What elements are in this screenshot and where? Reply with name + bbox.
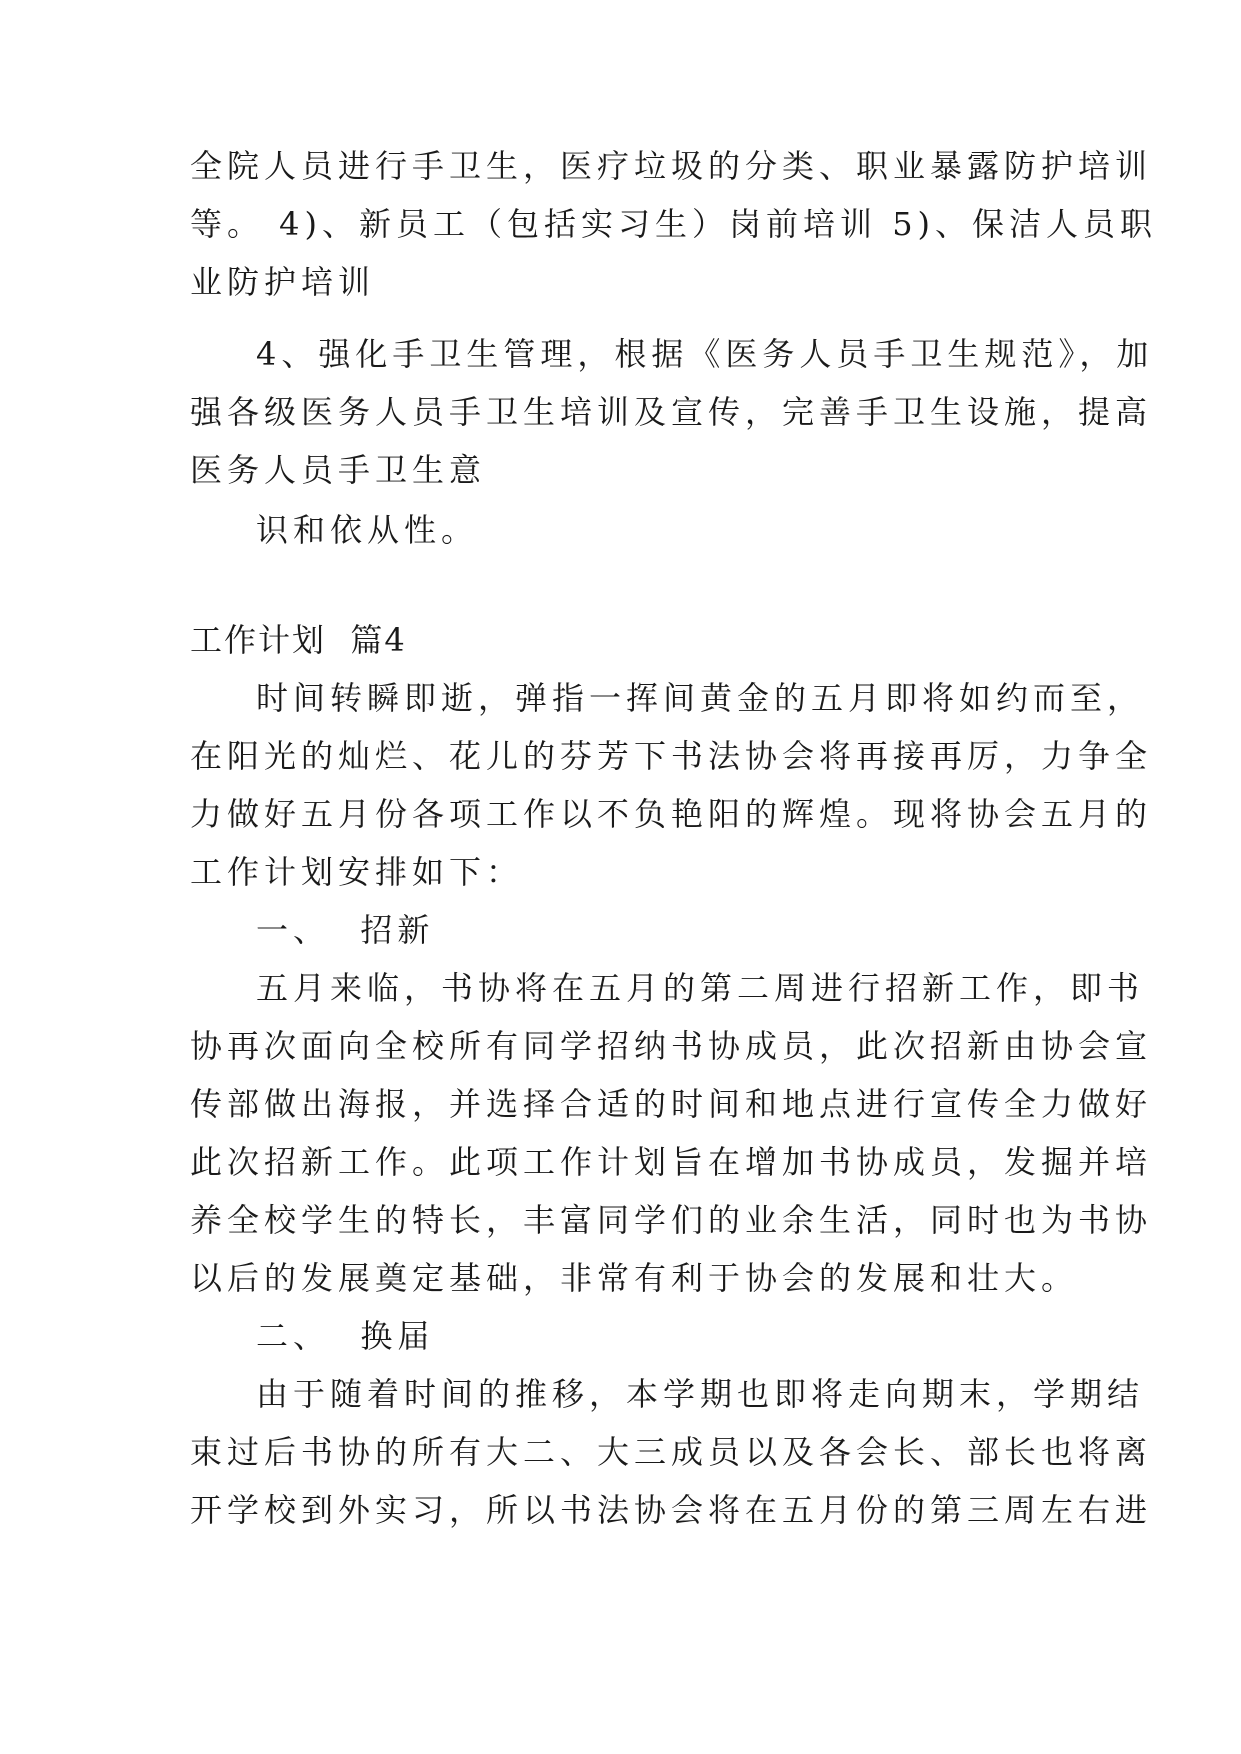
text-line: 强各级医务人员手卫生培训及宣传，完善手卫生设施，提高: [190, 393, 1153, 431]
paragraph-line: 由于随着时间的推移，本学期也即将走向期末，学期结: [256, 1375, 1145, 1413]
text-line: 力做好五月份各项工作以不负艳阳的辉煌。现将协会五月的: [190, 795, 1153, 833]
paragraph-line: 五月来临，书协将在五月的第二周进行招新工作，即书: [256, 969, 1145, 1007]
text-line: 此次招新工作。此项工作计划旨在增加书协成员，发掘并培: [190, 1143, 1153, 1181]
text-line: 医务人员手卫生意: [190, 451, 487, 489]
text-line: 协再次面向全校所有同学招纳书协成员，此次招新由协会宣: [190, 1027, 1153, 1065]
text-line: 束过后书协的所有大二、大三成员以及各会长、部长也将离: [190, 1433, 1153, 1471]
text-line: 以后的发展奠定基础，非常有利于协会的发展和壮大。: [190, 1259, 1079, 1297]
text-line: 等。 4)、新员工（包括实习生）岗前培训 5)、保洁人员职: [190, 205, 1158, 243]
paragraph-line: 4、强化手卫生管理，根据《医务人员手卫生规范》，加: [256, 335, 1154, 373]
text-line: 工作计划安排如下：: [190, 853, 524, 891]
section-heading: 工作计划 篇4: [190, 621, 407, 659]
text-line: 开学校到外实习，所以书法协会将在五月份的第三周左右进: [190, 1491, 1153, 1529]
paragraph-line: 时间转瞬即逝，弹指一挥间黄金的五月即将如约而至，: [256, 679, 1145, 717]
text-line: 养全校学生的特长，丰富同学们的业余生活，同时也为书协: [190, 1201, 1153, 1239]
text-line: 全院人员进行手卫生，医疗垃圾的分类、职业暴露防护培训: [190, 147, 1153, 185]
paragraph-line: 识和依从性。: [256, 511, 479, 549]
text-line: 在阳光的灿烂、花儿的芬芳下书法协会将再接再厉，力争全: [190, 737, 1153, 775]
text-line: 传部做出海报，并选择合适的时间和地点进行宣传全力做好: [190, 1085, 1153, 1123]
text-line: 业防护培训: [190, 263, 376, 301]
subsection-heading: 一、 招新: [256, 911, 435, 949]
subsection-heading: 二、 换届: [256, 1317, 435, 1355]
